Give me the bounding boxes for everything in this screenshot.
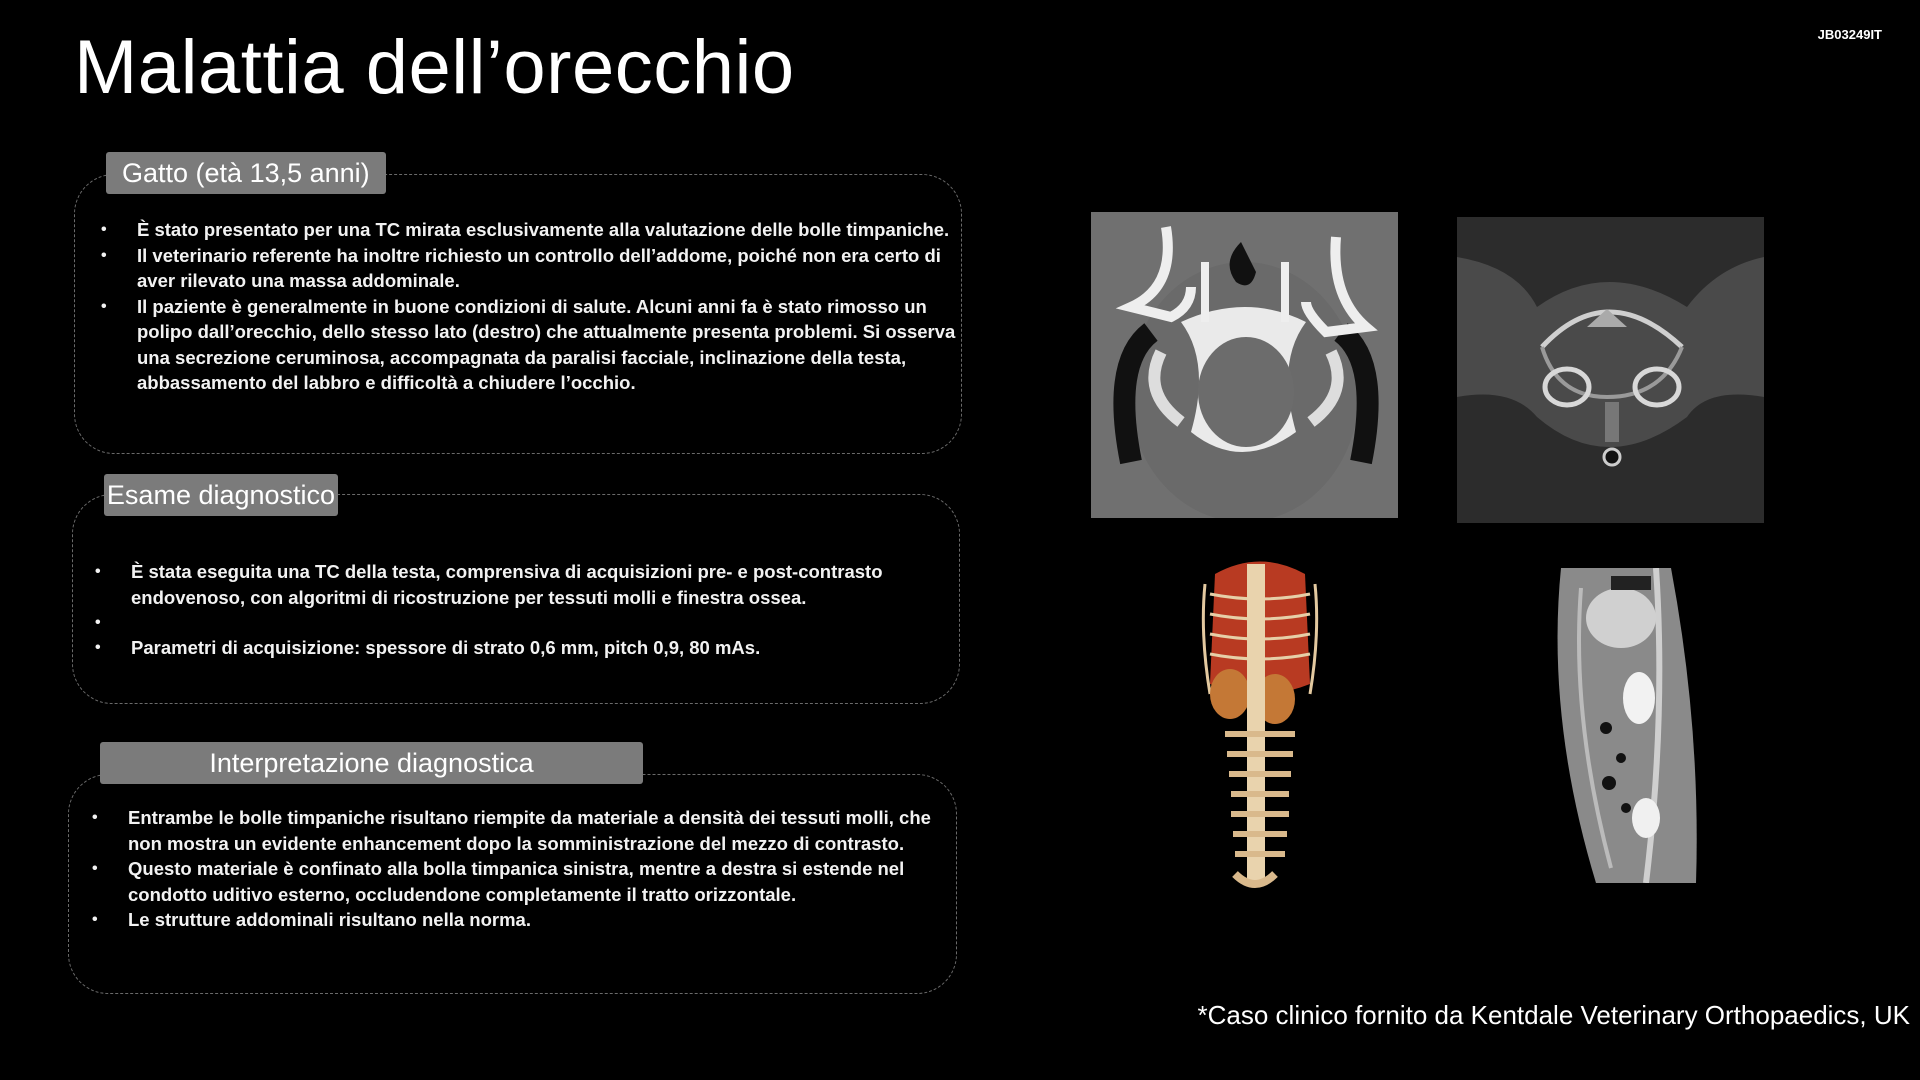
interpretation-bullet: • Entrambe le bolle timpaniche risultano riempite da materiale a densità dei tessuti molli, che non mostra un evidente enhancement dopo la somministrazione del mezzo di contrasto. xyxy=(128,805,956,856)
patient-panel xyxy=(74,174,962,454)
page-title: Malattia dell’orecchio xyxy=(74,25,795,110)
exam-bullet: • Parametri di acquisizione: spessore di strato 0,6 mm, pitch 0,9, 80 mAs. xyxy=(131,635,959,661)
interpretation-panel xyxy=(68,774,957,994)
patient-bullet: • Il veterinario referente ha inoltre richiesto un controllo dell’addome, poiché non era certo di aver rilevato una massa addominale. xyxy=(137,243,961,294)
document-code: JB03249IT xyxy=(1817,27,1882,42)
case-credit-footer: *Caso clinico fornito da Kentdale Veterinary Orthopaedics, UK xyxy=(1197,1000,1910,1030)
ct-sagittal-abdomen-image xyxy=(1551,568,1703,883)
interpretation-bullet: • Questo materiale è confinato alla bolla timpanica sinistra, mentre a destra si estende nel condotto uditivo esterno, occludendone completamente il tratto orizzontale. xyxy=(128,856,956,907)
patient-bullet: • È stato presentato per una TC mirata esclusivamente alla valutazione delle bolle timpaniche. xyxy=(137,217,961,243)
interpretation-bullet: • Le strutture addominali risultano nella norma. xyxy=(128,907,956,933)
patient-heading: Gatto (età 13,5 anni) xyxy=(106,152,386,194)
exam-spacer xyxy=(131,610,959,635)
exam-bullet: • È stata eseguita una TC della testa, comprensiva di acquisizioni pre- e post-contrasto endovenoso, con algoritmi di ricostruzione per tessuti molli e finestra ossea. xyxy=(131,559,959,610)
ct-3d-volume-rendering-image xyxy=(1195,554,1325,899)
ct-coronal-skull-image xyxy=(1091,212,1398,518)
exam-heading: Esame diagnostico xyxy=(104,474,338,516)
interpretation-heading: Interpretazione diagnostica xyxy=(100,742,643,784)
patient-bullet: • Il paziente è generalmente in buone condizioni di salute. Alcuni anni fa è stato rimosso un polipo dall’orecchio, dello stesso lato (destro) che attualmente presenta problemi. Si osserva una secrezione ceruminosa, accompagnata da paralisi facciale, inclinazione della testa, abbassamento del labbro e difficoltà a chiudere l’occhio. xyxy=(137,294,961,396)
ct-axial-skull-image xyxy=(1457,217,1764,523)
exam-panel xyxy=(72,494,960,704)
